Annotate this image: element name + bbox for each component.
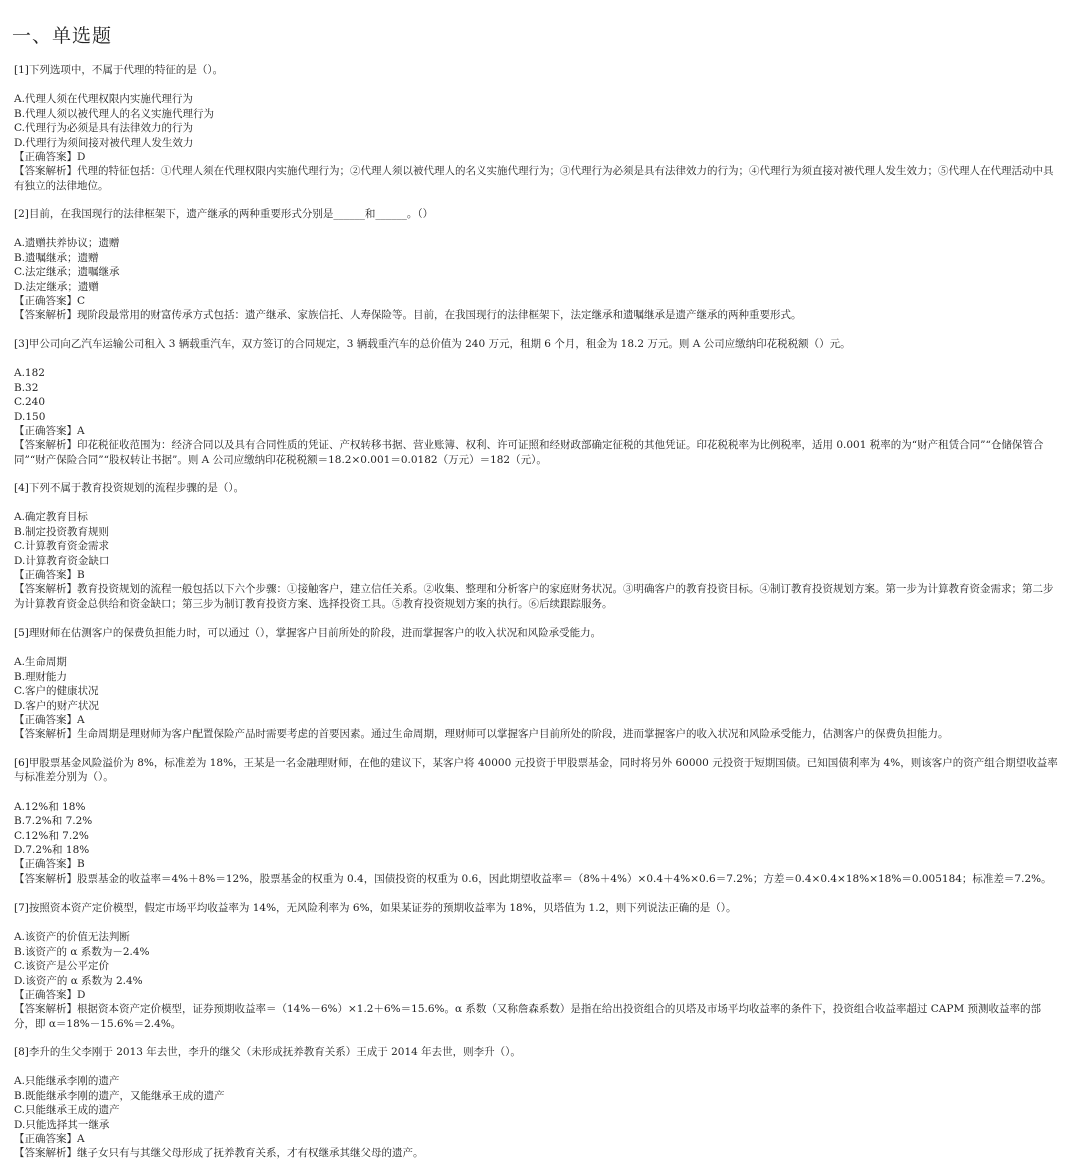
analysis-text: 股票基金的收益率＝4%＋8%＝12%，股票基金的权重为 0.4，国债投资的权重为 0.6，因此期望收益率＝（8%＋4%）×0.4＋4%×0.6＝7.2%；方差＝0.4×0.4×18%×18%＝0.005184；标准差＝7.2%。 (77, 872, 1052, 885)
option-list (14, 510, 1062, 568)
option-d: D.该资产的 α 系数为 2.4% (14, 974, 143, 987)
question-3 (14, 337, 1062, 467)
answer-tag: 【正确答案】 (14, 151, 77, 164)
option-c: C.只能继承王成的遗产 (14, 1104, 120, 1117)
analysis-text: 代理的特征包括：①代理人须在代理权限内实施代理行为；②代理人须以被代理人的名义实施代理行为；③代理行为必须是具有法律效力的行为；④代理行为须直接对被代理人发生效力；⑤代理人在代理活动中具有独立的法律地位。 (14, 165, 1054, 192)
option-list (14, 92, 1062, 150)
analysis-tag: 【答案解析】 (14, 872, 77, 885)
answer-value: C (77, 295, 86, 308)
answer-line (14, 1132, 1062, 1146)
answer-line (14, 150, 1062, 164)
question-stem: [5]理财师在估测客户的保费负担能力时，可以通过（），掌握客户目前所处的阶段，进而掌握客户的收入状况和风险承受能力。 (14, 627, 602, 639)
option-a: A.代理人须在代理权限内实施代理行为 (14, 93, 193, 106)
analysis-line (14, 872, 1062, 886)
answer-value: D (77, 151, 86, 164)
option-a: A.生命周期 (14, 656, 67, 669)
question-stem: [8]李升的生父李刚于 2013 年去世，李升的继父（未形成抚养教育关系）王成于 2014 年去世，则李升（）。 (14, 1046, 521, 1058)
analysis-tag: 【答案解析】 (14, 728, 77, 741)
analysis-text: 印花税征收范围为：经济合同以及具有合同性质的凭证、产权转移书据、营业账簿、权利、许可证照和经财政部确定征税的其他凭证。印花税税率为比例税率，适用 0.001 税率的为“财产租赁合同”“仓储保管合同”“财产保险合同”“股权转让书据”。则 A 公司应缴纳印花税税额＝18.2×0.001＝0.0182（万元）＝182（元）。 (14, 439, 1044, 466)
option-b: B.32 (14, 381, 39, 394)
analysis-tag: 【答案解析】 (14, 309, 77, 322)
question-1 (14, 63, 1062, 193)
option-c: C.240 (14, 396, 46, 409)
answer-tag: 【正确答案】 (14, 858, 77, 871)
answer-line (14, 857, 1062, 871)
answer-value: A (77, 1133, 85, 1146)
option-a: A.该资产的价值无法判断 (14, 931, 130, 944)
question-8 (14, 1045, 1062, 1161)
analysis-line (14, 1002, 1062, 1031)
analysis-tag: 【答案解析】 (14, 1147, 77, 1160)
option-a: A.只能继承李刚的遗产 (14, 1075, 120, 1088)
option-c: C.法定继承；遗嘱继承 (14, 266, 120, 279)
analysis-tag: 【答案解析】 (14, 583, 77, 596)
question-5 (14, 626, 1062, 742)
section-title: 一、单选题 (12, 24, 113, 47)
answer-line (14, 294, 1062, 308)
answer-value: A (77, 425, 85, 438)
question-stem: [6]甲股票基金风险溢价为 8%，标准差为 18%，王某是一名金融理财师，在他的建议下，某客户将 40000 元投资于甲股票基金，同时将另外 60000 元投资于短期国债。已知国债利率为 4%，则该客户的资产组合期望收益率与标准差分别为（）。 (14, 757, 1058, 784)
analysis-line (14, 727, 1062, 741)
option-c: C.代理行为必须是具有法律效力的行为 (14, 122, 193, 135)
option-list (14, 930, 1062, 988)
analysis-line (14, 308, 1062, 322)
option-a: A.182 (14, 367, 45, 380)
answer-value: D (77, 989, 86, 1002)
option-list (14, 236, 1062, 294)
answer-value: B (77, 858, 85, 871)
option-d: D.150 (14, 410, 46, 423)
question-4 (14, 481, 1062, 611)
option-a: A.12%和 18% (14, 800, 86, 813)
answer-line (14, 713, 1062, 727)
answer-value: A (77, 714, 85, 727)
answer-tag: 【正确答案】 (14, 1133, 77, 1146)
option-list (14, 1074, 1062, 1132)
question-6 (14, 756, 1062, 886)
analysis-line (14, 438, 1062, 467)
analysis-line (14, 1146, 1062, 1160)
answer-line (14, 988, 1062, 1002)
option-list (14, 366, 1062, 424)
question-stem: [7]按照资本资产定价模型，假定市场平均收益率为 14%，无风险利率为 6%，如果某证券的预期收益率为 18%，贝塔值为 1.2，则下列说法正确的是（）。 (14, 902, 737, 914)
analysis-tag: 【答案解析】 (14, 1003, 77, 1016)
answer-tag: 【正确答案】 (14, 569, 77, 582)
option-c: C.计算教育资金需求 (14, 540, 109, 553)
option-b: B.7.2%和 7.2% (14, 815, 93, 828)
question-stem: [2]目前，在我国现行的法律框架下，遗产继承的两种重要形式分别是______和______。（） (14, 208, 434, 220)
option-d: D.代理行为须间接对被代理人发生效力 (14, 136, 194, 149)
option-d: D.只能选择其一继承 (14, 1118, 110, 1131)
option-list (14, 655, 1062, 713)
answer-tag: 【正确答案】 (14, 714, 77, 727)
question-stem: [4]下列不属于教育投资规划的流程步骤的是（）。 (14, 482, 245, 494)
option-b: B.该资产的 α 系数为－2.4% (14, 945, 150, 958)
option-c: C.该资产是公平定价 (14, 960, 109, 973)
option-b: B.代理人须以被代理人的名义实施代理行为 (14, 107, 215, 120)
answer-tag: 【正确答案】 (14, 295, 77, 308)
analysis-tag: 【答案解析】 (14, 165, 77, 178)
analysis-text: 根据资本资产定价模型，证券预期收益率＝（14%－6%）×1.2＋6%＝15.6%。α 系数（又称詹森系数）是指在给出投资组合的贝塔及市场平均收益率的条件下，投资组合收益率超过 CAPM 预测收益率的部分，即 α＝18%－15.6%＝2.4%。 (14, 1003, 1042, 1030)
option-d: D.计算教育资金缺口 (14, 554, 110, 567)
analysis-text: 现阶段最常用的财富传承方式包括：遗产继承、家族信托、人寿保险等。目前，在我国现行的法律框架下，法定继承和遗嘱继承是遗产继承的两种重要形式。 (77, 309, 802, 322)
answer-tag: 【正确答案】 (14, 425, 77, 438)
answer-line (14, 568, 1062, 582)
option-b: B.理财能力 (14, 670, 68, 683)
question-stem: [1]下列选项中，不属于代理的特征的是（）。 (14, 64, 224, 76)
option-a: A.遗赠扶养协议；遗赠 (14, 237, 120, 250)
answer-tag: 【正确答案】 (14, 989, 77, 1002)
option-c: C.12%和 7.2% (14, 829, 89, 842)
answer-line (14, 424, 1062, 438)
option-b: B.遗嘱继承；遗赠 (14, 251, 99, 264)
option-d: D.法定继承；遗赠 (14, 280, 99, 293)
analysis-line (14, 582, 1062, 611)
option-a: A.确定教育目标 (14, 511, 88, 524)
analysis-tag: 【答案解析】 (14, 439, 77, 452)
option-d: D.7.2%和 18% (14, 844, 90, 857)
question-7 (14, 901, 1062, 1031)
option-b: B.既能继承李刚的遗产，又能继承王成的遗产 (14, 1089, 225, 1102)
option-list (14, 800, 1062, 858)
question-2 (14, 207, 1062, 323)
option-b: B.制定投资教育规则 (14, 525, 110, 538)
analysis-line (14, 164, 1062, 193)
analysis-text: 生命周期是理财师为客户配置保险产品时需要考虑的首要因素。通过生命周期，理财师可以掌握客户目前所处的阶段，进而掌握客户的收入状况和风险承受能力，估测客户的保费负担能力。 (77, 728, 949, 741)
question-stem: [3]甲公司向乙汽车运输公司租入 3 辆载重汽车，双方签订的合同规定，3 辆载重汽车的总价值为 240 万元，租期 6 个月，租金为 18.2 万元。则 A 公司应缴纳印花税税额（）元。 (14, 338, 851, 350)
answer-value: B (77, 569, 85, 582)
option-c: C.客户的健康状况 (14, 685, 99, 698)
analysis-text: 教育投资规划的流程一般包括以下六个步骤：①接触客户，建立信任关系。②收集、整理和分析客户的家庭财务状况。③明确客户的教育投资目标。④制订教育投资规划方案。第一步为计算教育资金需求；第二步为计算教育资金总供给和资金缺口；第三步为制订教育投资方案、选择投资工具。⑤教育投资规划方案的执行。⑥后续跟踪服务。 (14, 583, 1054, 610)
analysis-text: 继子女只有与其继父母形成了抚养教育关系，才有权继承其继父母的遗产。 (77, 1147, 424, 1160)
option-d: D.客户的财产状况 (14, 699, 99, 712)
